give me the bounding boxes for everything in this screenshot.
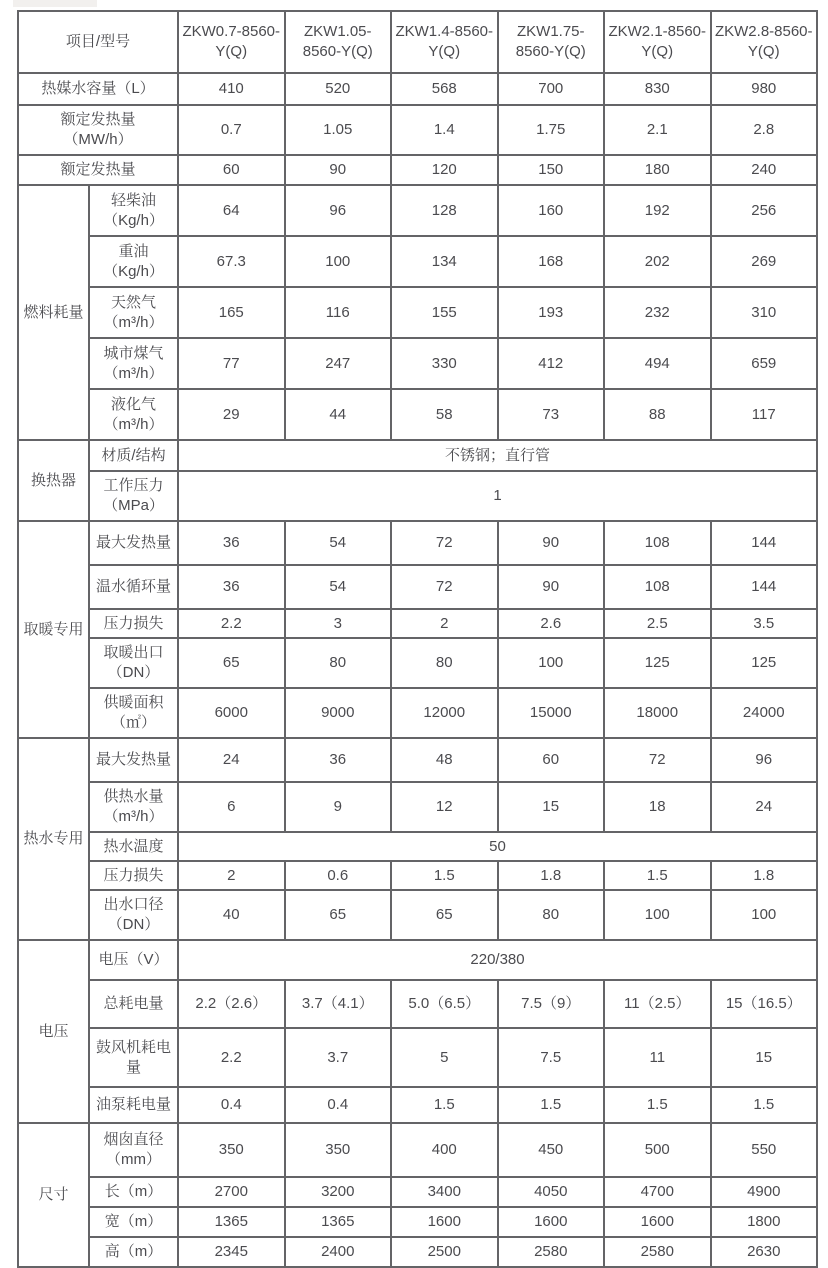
row-label-cell	[89, 782, 178, 832]
value-cell: 5	[391, 1028, 498, 1087]
header-row	[18, 11, 817, 73]
value-cell: 1.5	[711, 1087, 818, 1123]
value-cell: 108	[604, 565, 711, 609]
value-cell: 256	[711, 185, 818, 236]
section-group-cell: 换热器	[18, 440, 89, 521]
value-cell: 100	[285, 236, 392, 287]
value-cell: 15	[711, 1028, 818, 1087]
table-row	[18, 861, 817, 890]
value-cell: 11（2.5）	[604, 980, 711, 1028]
value-cell: 2.1	[604, 105, 711, 155]
merged-value-cell: 220/380	[178, 940, 817, 980]
value-cell: 125	[711, 638, 818, 688]
value-cell: 3.7（4.1）	[285, 980, 392, 1028]
value-cell: 15（16.5）	[711, 980, 818, 1028]
row-label-cell: 总耗电量	[89, 980, 178, 1028]
value-cell: 412	[498, 338, 605, 389]
value-cell: 830	[604, 73, 711, 105]
row-label-cell: 热水温度	[89, 832, 178, 861]
row-label-cell	[18, 105, 178, 155]
value-cell: 72	[391, 565, 498, 609]
value-cell: 80	[498, 890, 605, 940]
row-label: 烟囱直径	[103, 1131, 164, 1149]
row-label-cell: 电压（V）	[89, 940, 178, 980]
merged-value-cell: 不锈钢；直行管	[178, 440, 817, 471]
value-cell: 192	[604, 185, 711, 236]
row-label-cell: 宽（m）	[89, 1207, 178, 1237]
row-label-cell: 油泵耗电量	[89, 1087, 178, 1123]
row-label: 出水口径	[103, 896, 164, 914]
model-header-cell: ZKW2.8-8560-Y(Q)	[711, 11, 818, 73]
row-label-cell	[89, 638, 178, 688]
value-cell: 700	[498, 73, 605, 105]
value-cell: 40	[178, 890, 285, 940]
value-cell: 72	[391, 521, 498, 565]
value-cell: 144	[711, 521, 818, 565]
value-cell: 77	[178, 338, 285, 389]
model-header-cell: ZKW1.75-8560-Y(Q)	[498, 11, 605, 73]
row-label: 天然气	[111, 293, 157, 311]
value-cell: 2500	[391, 1237, 498, 1267]
value-cell: 36	[285, 738, 392, 782]
value-cell: 1600	[391, 1207, 498, 1237]
row-unit: （㎡）	[111, 714, 157, 731]
value-cell: 2.2（2.6）	[178, 980, 285, 1028]
value-cell: 36	[178, 521, 285, 565]
value-cell: 1.8	[498, 861, 605, 890]
table-row	[18, 565, 817, 609]
value-cell: 90	[285, 155, 392, 185]
row-label-cell: 压力损失	[89, 861, 178, 890]
value-cell: 108	[604, 521, 711, 565]
row-label: 取暖出口	[103, 644, 164, 662]
value-cell: 9000	[285, 688, 392, 738]
row-label-cell: 温水循环量	[89, 565, 178, 609]
value-cell: 247	[285, 338, 392, 389]
value-cell: 73	[498, 389, 605, 440]
value-cell: 550	[711, 1123, 818, 1177]
section-group-cell: 电压	[18, 940, 89, 1123]
value-cell: 4050	[498, 1177, 605, 1207]
value-cell: 18000	[604, 688, 711, 738]
value-cell: 2	[178, 861, 285, 890]
table-row	[18, 287, 817, 338]
table-row	[18, 782, 817, 832]
value-cell: 1365	[178, 1207, 285, 1237]
row-label-cell	[89, 338, 178, 389]
value-cell: 12	[391, 782, 498, 832]
value-cell: 44	[285, 389, 392, 440]
table-row	[18, 832, 817, 861]
value-cell: 1.8	[711, 861, 818, 890]
table-row	[18, 1207, 817, 1237]
value-cell: 60	[498, 738, 605, 782]
value-cell: 450	[498, 1123, 605, 1177]
value-cell: 116	[285, 287, 392, 338]
value-cell: 1.5	[498, 1087, 605, 1123]
table-row	[18, 980, 817, 1028]
value-cell: 1.5	[604, 861, 711, 890]
value-cell: 2.6	[498, 609, 605, 638]
value-cell: 659	[711, 338, 818, 389]
table-row	[18, 440, 817, 471]
value-cell: 1800	[711, 1207, 818, 1237]
row-label-cell: 材质/结构	[89, 440, 178, 471]
value-cell: 65	[178, 638, 285, 688]
value-cell: 980	[711, 73, 818, 105]
value-cell: 80	[285, 638, 392, 688]
value-cell: 54	[285, 521, 392, 565]
row-unit: （MPa）	[103, 497, 164, 514]
value-cell: 12000	[391, 688, 498, 738]
table-row	[18, 1237, 817, 1267]
value-cell: 3200	[285, 1177, 392, 1207]
value-cell: 54	[285, 565, 392, 609]
value-cell: 3.7	[285, 1028, 392, 1087]
value-cell: 144	[711, 565, 818, 609]
model-header-cell: ZKW2.1-8560-Y(Q)	[604, 11, 711, 73]
table-row	[18, 1028, 817, 1087]
value-cell: 1600	[604, 1207, 711, 1237]
value-cell: 3.5	[711, 609, 818, 638]
value-cell: 232	[604, 287, 711, 338]
value-cell: 9	[285, 782, 392, 832]
value-cell: 80	[391, 638, 498, 688]
value-cell: 48	[391, 738, 498, 782]
value-cell: 0.7	[178, 105, 285, 155]
value-cell: 2580	[604, 1237, 711, 1267]
table-row	[18, 688, 817, 738]
table-row	[18, 1123, 817, 1177]
model-header-cell: ZKW0.7-8560-Y(Q)	[178, 11, 285, 73]
value-cell: 0.6	[285, 861, 392, 890]
value-cell: 100	[711, 890, 818, 940]
value-cell: 125	[604, 638, 711, 688]
row-label: 液化气	[111, 395, 157, 413]
table-row	[18, 236, 817, 287]
value-cell: 520	[285, 73, 392, 105]
row-unit: （mm）	[106, 1151, 161, 1168]
row-label-cell: 压力损失	[89, 609, 178, 638]
row-unit: （Kg/h）	[103, 262, 164, 280]
value-cell: 72	[604, 738, 711, 782]
value-cell: 240	[711, 155, 818, 185]
value-cell: 7.5（9）	[498, 980, 605, 1028]
value-cell: 0.4	[285, 1087, 392, 1123]
section-group-cell: 取暖专用	[18, 521, 89, 738]
cropped-element-stub	[13, 0, 97, 7]
row-label-cell	[89, 389, 178, 440]
value-cell: 2400	[285, 1237, 392, 1267]
table-row	[18, 940, 817, 980]
row-label: 重油	[118, 242, 149, 260]
value-cell: 2700	[178, 1177, 285, 1207]
table-row	[18, 338, 817, 389]
value-cell: 2.8	[711, 105, 818, 155]
value-cell: 2345	[178, 1237, 285, 1267]
value-cell: 350	[285, 1123, 392, 1177]
value-cell: 2.2	[178, 1028, 285, 1087]
value-cell: 2.5	[604, 609, 711, 638]
value-cell: 1.5	[604, 1087, 711, 1123]
table-row	[18, 73, 817, 105]
value-cell: 310	[711, 287, 818, 338]
value-cell: 24000	[711, 688, 818, 738]
row-label-cell	[89, 287, 178, 338]
value-cell: 3	[285, 609, 392, 638]
value-cell: 1600	[498, 1207, 605, 1237]
value-cell: 24	[178, 738, 285, 782]
value-cell: 90	[498, 521, 605, 565]
row-label: 城市煤气	[103, 344, 164, 362]
value-cell: 2.2	[178, 609, 285, 638]
value-cell: 1.75	[498, 105, 605, 155]
value-cell: 168	[498, 236, 605, 287]
value-cell: 500	[604, 1123, 711, 1177]
value-cell: 29	[178, 389, 285, 440]
table-row	[18, 471, 817, 521]
table-row	[18, 638, 817, 688]
value-cell: 2	[391, 609, 498, 638]
section-group-cell: 尺寸	[18, 1123, 89, 1267]
value-cell: 269	[711, 236, 818, 287]
table-row	[18, 105, 817, 155]
row-label-cell: 最大发热量	[89, 738, 178, 782]
value-cell: 65	[285, 890, 392, 940]
value-cell: 400	[391, 1123, 498, 1177]
row-label: 工作压力	[103, 477, 164, 495]
value-cell: 67.3	[178, 236, 285, 287]
value-cell: 65	[391, 890, 498, 940]
value-cell: 155	[391, 287, 498, 338]
value-cell: 330	[391, 338, 498, 389]
value-cell: 60	[178, 155, 285, 185]
table-row	[18, 185, 817, 236]
value-cell: 1365	[285, 1207, 392, 1237]
table-row	[18, 738, 817, 782]
row-unit: （m³/h）	[103, 808, 164, 825]
spec-table	[17, 10, 818, 1268]
value-cell: 117	[711, 389, 818, 440]
row-unit: （m³/h）	[103, 313, 164, 331]
value-cell: 1.5	[391, 861, 498, 890]
value-cell: 64	[178, 185, 285, 236]
table-row	[18, 609, 817, 638]
value-cell: 1.4	[391, 105, 498, 155]
row-label-cell: 长（m）	[89, 1177, 178, 1207]
value-cell: 15000	[498, 688, 605, 738]
row-unit: （DN）	[107, 664, 160, 681]
value-cell: 100	[498, 638, 605, 688]
row-label-cell	[89, 236, 178, 287]
value-cell: 11	[604, 1028, 711, 1087]
value-cell: 2630	[711, 1237, 818, 1267]
model-header-cell: ZKW1.05-8560-Y(Q)	[285, 11, 392, 73]
value-cell: 3400	[391, 1177, 498, 1207]
value-cell: 150	[498, 155, 605, 185]
row-label-cell	[89, 688, 178, 738]
corner-header-cell: 项目/型号	[18, 11, 178, 73]
value-cell: 6	[178, 782, 285, 832]
row-label-cell: 鼓风机耗电量	[89, 1028, 178, 1087]
row-label-cell: 热媒水容量（L）	[18, 73, 178, 105]
table-row	[18, 890, 817, 940]
value-cell: 58	[391, 389, 498, 440]
value-cell: 134	[391, 236, 498, 287]
value-cell: 1.5	[391, 1087, 498, 1123]
value-cell: 5.0（6.5）	[391, 980, 498, 1028]
section-group-cell: 燃料耗量	[18, 185, 89, 440]
row-unit: （m³/h）	[103, 415, 164, 433]
value-cell: 1.05	[285, 105, 392, 155]
row-unit: （DN）	[107, 916, 160, 933]
row-label-cell: 最大发热量	[89, 521, 178, 565]
row-label-cell: 高（m）	[89, 1237, 178, 1267]
value-cell: 90	[498, 565, 605, 609]
row-label-cell	[89, 185, 178, 236]
model-header-cell: ZKW1.4-8560-Y(Q)	[391, 11, 498, 73]
row-label-cell	[89, 1123, 178, 1177]
row-unit: （MW/h）	[63, 131, 133, 148]
value-cell: 4700	[604, 1177, 711, 1207]
table-row	[18, 155, 817, 185]
value-cell: 494	[604, 338, 711, 389]
value-cell: 6000	[178, 688, 285, 738]
row-label-cell	[89, 471, 178, 521]
row-label-cell: 额定发热量	[18, 155, 178, 185]
value-cell: 88	[604, 389, 711, 440]
table-row	[18, 1087, 817, 1123]
value-cell: 24	[711, 782, 818, 832]
value-cell: 100	[604, 890, 711, 940]
value-cell: 180	[604, 155, 711, 185]
section-group-cell: 热水专用	[18, 738, 89, 940]
table-row	[18, 521, 817, 565]
value-cell: 15	[498, 782, 605, 832]
value-cell: 160	[498, 185, 605, 236]
value-cell: 7.5	[498, 1028, 605, 1087]
value-cell: 568	[391, 73, 498, 105]
value-cell: 18	[604, 782, 711, 832]
value-cell: 36	[178, 565, 285, 609]
value-cell: 193	[498, 287, 605, 338]
table-row	[18, 389, 817, 440]
merged-value-cell: 1	[178, 471, 817, 521]
row-label: 供热水量	[103, 788, 164, 806]
row-label: 供暖面积	[103, 694, 164, 712]
row-label: 额定发热量	[60, 111, 136, 129]
value-cell: 4900	[711, 1177, 818, 1207]
value-cell: 202	[604, 236, 711, 287]
value-cell: 128	[391, 185, 498, 236]
value-cell: 2580	[498, 1237, 605, 1267]
value-cell: 120	[391, 155, 498, 185]
value-cell: 0.4	[178, 1087, 285, 1123]
row-unit: （m³/h）	[103, 364, 164, 382]
row-label: 轻柴油	[111, 191, 157, 209]
row-unit: （Kg/h）	[103, 211, 164, 229]
row-label-cell	[89, 890, 178, 940]
value-cell: 410	[178, 73, 285, 105]
value-cell: 165	[178, 287, 285, 338]
table-row	[18, 1177, 817, 1207]
merged-value-cell: 50	[178, 832, 817, 861]
value-cell: 96	[285, 185, 392, 236]
value-cell: 96	[711, 738, 818, 782]
value-cell: 350	[178, 1123, 285, 1177]
